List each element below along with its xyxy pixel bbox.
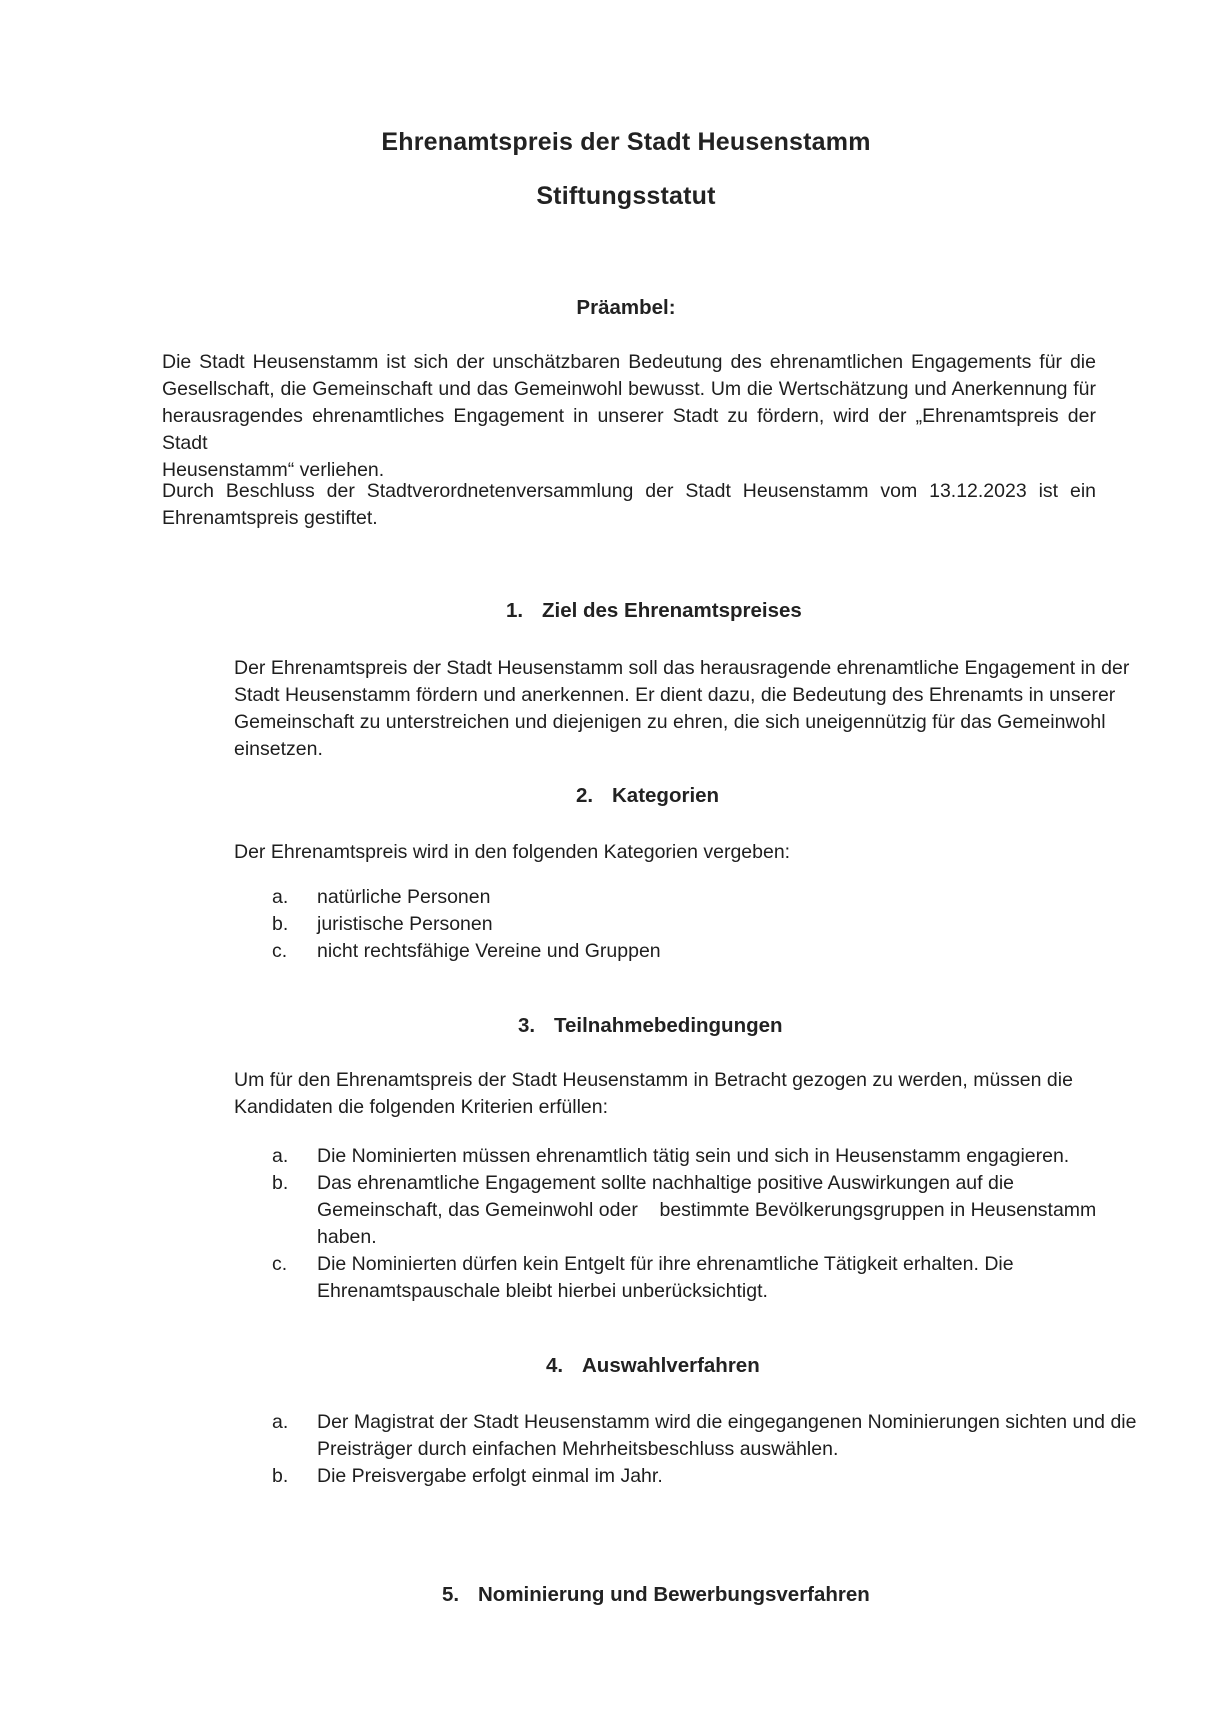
text-line: Ehrenamtspreis gestiftet. bbox=[162, 507, 378, 529]
text-line: herausragendes ehrenamtliches Engagement in unserer Stadt zu fördern, wird der „Ehrenamtspreis der Stadt bbox=[162, 405, 1096, 454]
section-number: 1. bbox=[506, 599, 524, 622]
list-text: Die Preisvergabe erfolgt einmal im Jahr. bbox=[317, 1465, 663, 1487]
list-marker: c. bbox=[272, 940, 288, 962]
list-marker: b. bbox=[272, 1172, 289, 1194]
section-5-heading bbox=[442, 1583, 870, 1607]
list-text: Die Nominierten dürfen kein Entgelt für ihre ehrenamtliche Tätigkeit erhalten. Die bbox=[317, 1253, 1014, 1275]
list-item bbox=[272, 1143, 1096, 1170]
list-item bbox=[272, 1463, 1136, 1490]
list-marker: a. bbox=[272, 1145, 289, 1167]
text-line: einsetzen. bbox=[234, 738, 323, 760]
section-number: 5. bbox=[442, 1583, 460, 1606]
list-text: Die Nominierten müssen ehrenamtlich tätig sein und sich in Heusenstamm engagieren. bbox=[317, 1145, 1070, 1167]
list-text: natürliche Personen bbox=[317, 886, 491, 908]
list-text: Der Magistrat der Stadt Heusenstamm wird die eingegangenen Nominierungen sichten und die bbox=[317, 1411, 1137, 1433]
list-text: Preisträger durch einfachen Mehrheitsbeschluss auswählen. bbox=[317, 1438, 839, 1460]
categories-list bbox=[272, 884, 661, 965]
list-item bbox=[272, 911, 661, 938]
list-marker: b. bbox=[272, 1465, 289, 1487]
text-line: Durch Beschluss der Stadtverordnetenversammlung der Stadt Heusenstamm vom 13.12.2023 ist ein bbox=[162, 480, 1096, 502]
section-number: 4. bbox=[546, 1354, 564, 1377]
list-text: nicht rechtsfähige Vereine und Gruppen bbox=[317, 940, 661, 962]
list-marker: a. bbox=[272, 886, 289, 908]
text-line: Der Ehrenamtspreis wird in den folgenden Kategorien vergeben: bbox=[234, 841, 791, 863]
list-text: Ehrenamtspauschale bleibt hierbei unberücksichtigt. bbox=[317, 1280, 768, 1302]
section-1-paragraph bbox=[234, 655, 1130, 763]
list-text: juristische Personen bbox=[317, 913, 493, 935]
text-line: Die Stadt Heusenstamm ist sich der unschätzbaren Bedeutung des ehrenamtlichen Engagements für die bbox=[162, 351, 1096, 373]
text-line: Heusenstamm“ verliehen. bbox=[162, 459, 385, 481]
section-2-intro bbox=[234, 839, 1074, 866]
text-line: Kandidaten die folgenden Kriterien erfüllen: bbox=[234, 1096, 609, 1118]
section-title: Ziel des Ehrenamtspreises bbox=[542, 599, 802, 622]
text-line: Um für den Ehrenamtspreis der Stadt Heusenstamm in Betracht gezogen zu werden, müssen die bbox=[234, 1069, 1073, 1091]
list-item bbox=[272, 938, 661, 965]
list-text: haben. bbox=[317, 1226, 377, 1248]
criteria-list bbox=[272, 1143, 1096, 1305]
selection-list bbox=[272, 1409, 1136, 1490]
section-title: Nominierung und Bewerbungsverfahren bbox=[478, 1583, 870, 1606]
text-line: Der Ehrenamtspreis der Stadt Heusenstamm soll das herausragende ehrenamtliche Engagement in der bbox=[234, 657, 1130, 679]
list-text: Gemeinschaft, das Gemeinwohl oder bestimmte Bevölkerungsgruppen in Heusenstamm bbox=[317, 1199, 1097, 1221]
document-subtitle: Stiftungsstatut bbox=[536, 182, 716, 210]
list-item bbox=[272, 1409, 1136, 1463]
list-marker: b. bbox=[272, 913, 289, 935]
text-line: Stadt Heusenstamm fördern und anerkennen. Er dient dazu, die Bedeutung des Ehrenamts in unserer bbox=[234, 684, 1116, 706]
list-item bbox=[272, 884, 661, 911]
section-3-intro bbox=[234, 1067, 1074, 1121]
section-3-heading bbox=[518, 1014, 783, 1038]
text-line: Gemeinschaft zu unterstreichen und diejenigen zu ehren, die sich uneigennützig für das Gemeinwohl bbox=[234, 711, 1106, 733]
section-2-heading bbox=[576, 784, 719, 808]
text-line: Gesellschaft, die Gemeinschaft und das Gemeinwohl bewusst. Um die Wertschätzung und Anerkennung für bbox=[162, 378, 1096, 400]
section-number: 3. bbox=[518, 1014, 536, 1037]
section-title: Auswahlverfahren bbox=[582, 1354, 760, 1377]
section-title: Kategorien bbox=[612, 784, 720, 807]
document-title: Ehrenamtspreis der Stadt Heusenstamm bbox=[381, 128, 871, 156]
list-item bbox=[272, 1251, 1096, 1305]
list-item bbox=[272, 1170, 1096, 1251]
list-marker: c. bbox=[272, 1253, 288, 1275]
preamble-paragraph-1 bbox=[162, 349, 1096, 484]
section-4-heading bbox=[546, 1354, 760, 1378]
section-1-heading bbox=[506, 599, 802, 623]
section-title: Teilnahmebedingungen bbox=[554, 1014, 783, 1037]
preamble-paragraph-2 bbox=[162, 478, 1096, 532]
section-number: 2. bbox=[576, 784, 594, 807]
preamble-heading: Präambel: bbox=[576, 296, 676, 319]
list-marker: a. bbox=[272, 1411, 289, 1433]
list-text: Das ehrenamtliche Engagement sollte nachhaltige positive Auswirkungen auf die bbox=[317, 1172, 1015, 1194]
